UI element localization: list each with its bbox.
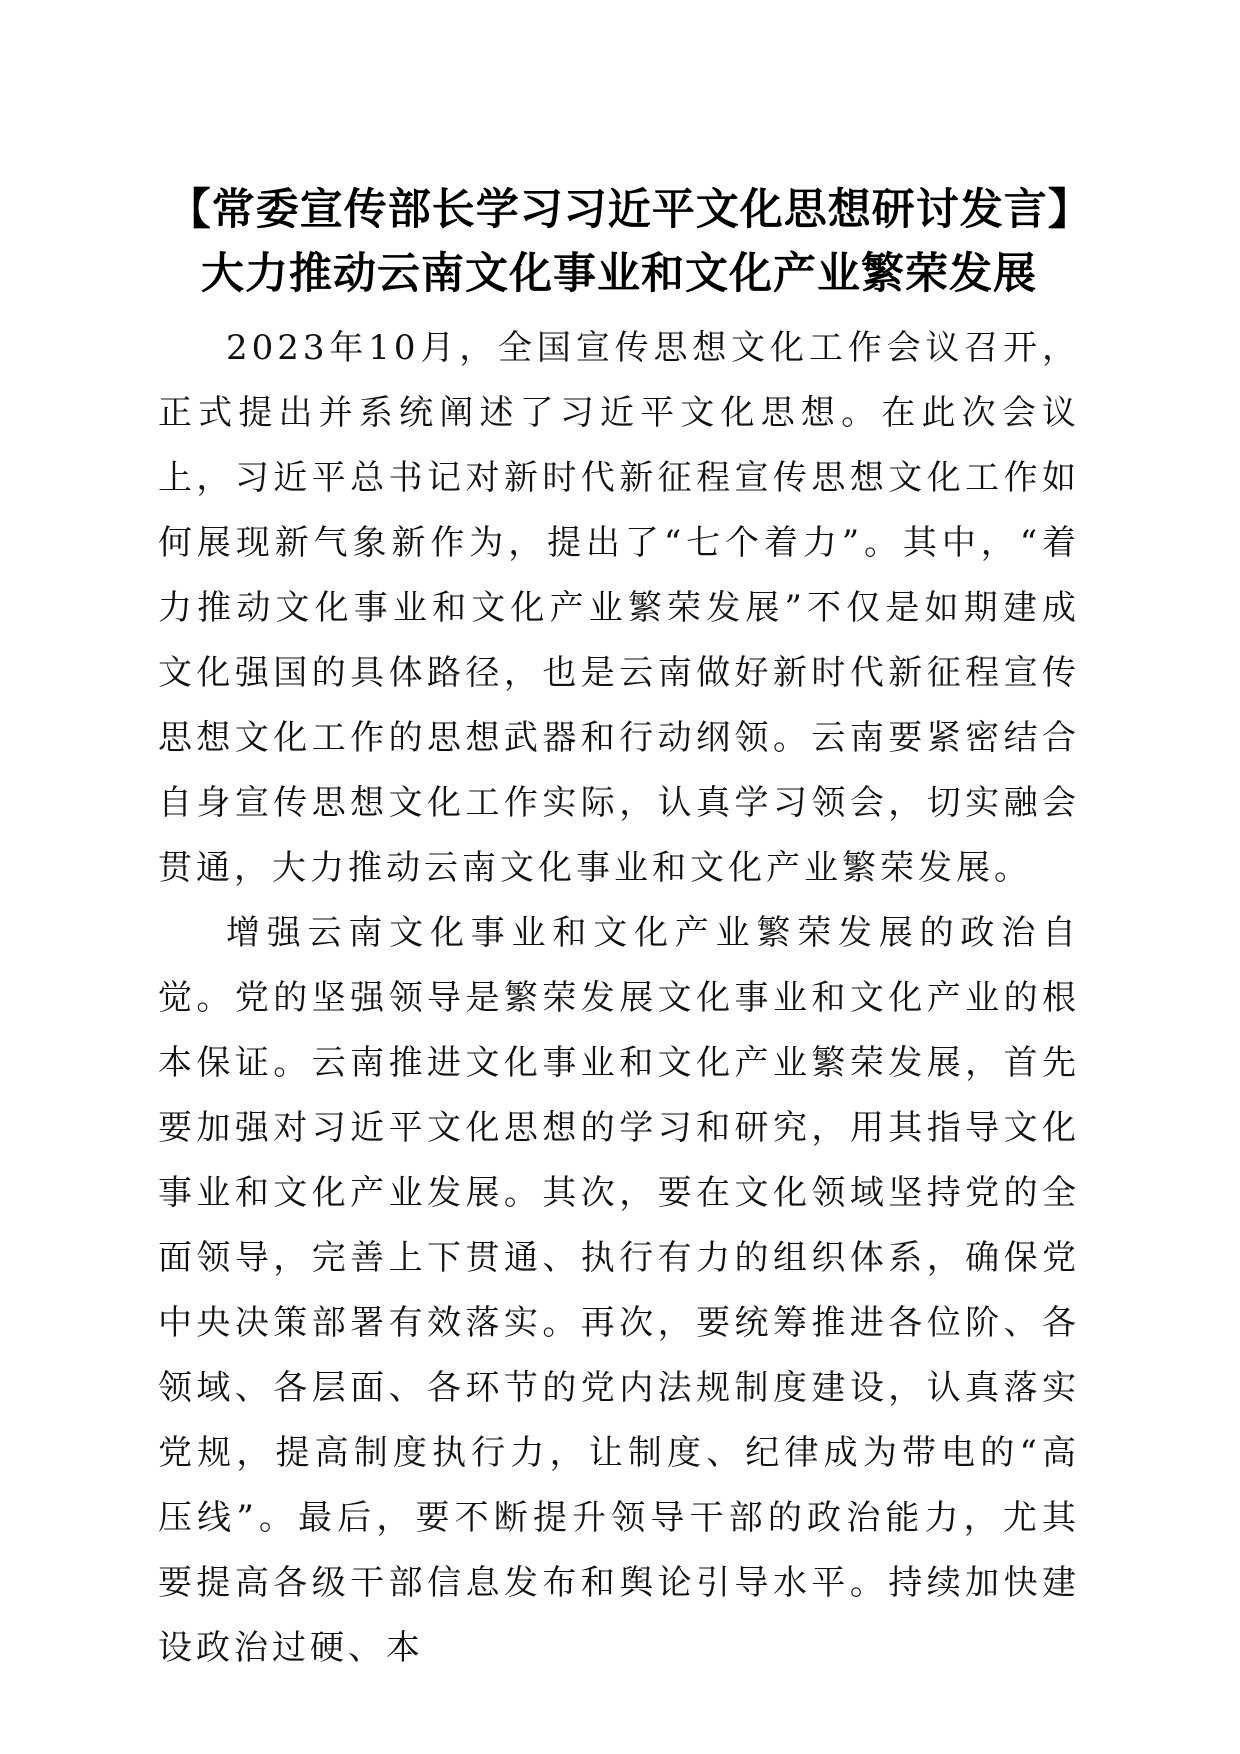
document-body [158,178,1080,1681]
paragraph-intro: 2023年10月，全国宣传思想文化工作会议召开，正式提出并系统阐述了习近平文化思想。在此次会议上，习近平总书记对新时代新征程宣传思想文化工作如何展现新气象新作为，提出了“七个着力”。其中，“着力推动文化事业和文化产业繁荣发展”不仅是如期建成文化强国的具体路径，也是云南做好新时代新征程宣传思想文化工作的思想武器和行动纲领。云南要紧密结合自身宣传思想文化工作实际，认真学习领会，切实融会贯通，大力推动云南文化事业和文化产业繁荣发展。 [158,328,1080,888]
document-title: 【常委宣传部长学习习近平文化思想研讨发言】大力推动云南文化事业和文化产业繁荣发展 [167,185,1071,299]
paragraph-political-awareness: 增强云南文化事业和文化产业繁荣发展的政治自觉。党的坚强领导是繁荣发展文化事业和文化产业的根本保证。云南推进文化事业和文化产业繁荣发展，首先要加强对习近平文化思想的学习和研究，用其指导文化事业和文化产业发展。其次，要在文化领域坚持党的全面领导，完善上下贯通、执行有力的组织体系，确保党中央决策部署有效落实。再次，要统筹推进各位阶、各领域、各层面、各环节的党内法规制度建设，认真落实党规，提高制度执行力，让制度、纪律成为带电的“高压线”。最后，要不断提升领导干部的政治能力，尤其要提高各级干部信息发布和舆论引导水平。持续加快建设政治过硬、本 [158,913,1080,1668]
